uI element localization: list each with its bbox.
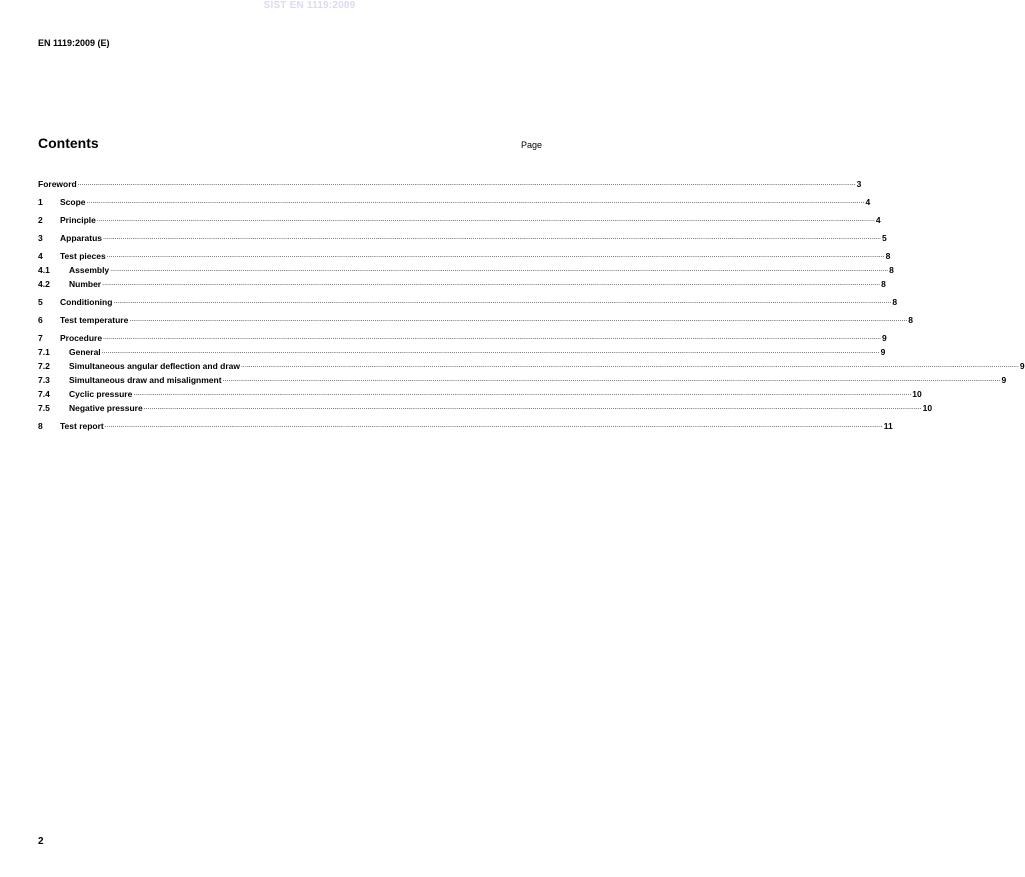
toc-entry-page: 9 [880, 347, 886, 357]
toc-entry-title: Foreword [38, 179, 77, 189]
toc-entry-page: 8 [892, 297, 898, 307]
toc-entry[interactable] [38, 357, 1025, 371]
toc-entry-title: Apparatus [60, 233, 103, 243]
toc-entry-number: 7.2 [38, 361, 50, 371]
toc-entry-number: 7 [38, 333, 43, 343]
table-of-contents [38, 175, 1025, 431]
toc-entry-title: Simultaneous draw and misalignment [69, 375, 222, 385]
toc-entry[interactable] [38, 371, 1007, 385]
toc-leader-dots: ................................................................................................................................................................................................................................................................................................................................................................................................................ [104, 422, 883, 429]
toc-leader-dots: ................................................................................................................................................................................................................................................................................................................................................................................................................ [222, 376, 1001, 383]
toc-entry-number: 4 [38, 251, 43, 261]
toc-leader-dots: ................................................................................................................................................................................................................................................................................................................................................................................................................ [86, 198, 865, 205]
toc-leader-dots: ................................................................................................................................................................................................................................................................................................................................................................................................................ [103, 234, 881, 241]
toc-leader-dots: ................................................................................................................................................................................................................................................................................................................................................................................................................ [143, 404, 922, 411]
toc-entry-title: Test temperature [60, 315, 129, 325]
toc-entry-page: 10 [922, 403, 933, 413]
toc-entry-title: Procedure [60, 333, 103, 343]
toc-entry-title: Number [69, 279, 102, 289]
toc-entry-page: 8 [908, 315, 914, 325]
toc-leader-dots: ................................................................................................................................................................................................................................................................................................................................................................................................................ [101, 348, 880, 355]
toc-entry-page: 4 [865, 197, 871, 207]
toc-entry[interactable] [38, 229, 887, 243]
toc-entry-number: 3 [38, 233, 43, 243]
toc-entry-number: 6 [38, 315, 43, 325]
toc-entry-title: Cyclic pressure [69, 389, 133, 399]
toc-entry[interactable] [38, 261, 894, 275]
toc-entry[interactable] [38, 343, 886, 357]
toc-leader-dots: ................................................................................................................................................................................................................................................................................................................................................................................................................ [103, 334, 881, 341]
toc-entry-number: 7.5 [38, 403, 50, 413]
toc-leader-dots: ................................................................................................................................................................................................................................................................................................................................................................................................................ [102, 280, 881, 287]
page-column-label: Page [521, 140, 543, 150]
toc-entry-number: 2 [38, 215, 43, 225]
toc-entry-number: 4.2 [38, 279, 50, 289]
toc-entry[interactable] [38, 399, 933, 413]
toc-entry-title: Conditioning [60, 297, 113, 307]
toc-entry-title: Negative pressure [69, 403, 143, 413]
toc-entry-title: Scope [60, 197, 86, 207]
toc-entry-page: 3 [856, 179, 862, 189]
toc-entry[interactable] [38, 211, 881, 225]
toc-entry[interactable] [38, 275, 886, 289]
toc-entry[interactable] [38, 247, 891, 261]
toc-entry-title: Assembly [69, 265, 110, 275]
toc-entry-page: 8 [885, 251, 891, 261]
toc-entry[interactable] [38, 385, 922, 399]
toc-entry[interactable] [38, 417, 893, 431]
toc-entry-title: General [69, 347, 101, 357]
toc-entry-title: Test report [60, 421, 104, 431]
toc-entry-page: 9 [881, 333, 887, 343]
toc-leader-dots: ................................................................................................................................................................................................................................................................................................................................................................................................................ [240, 362, 1019, 369]
toc-entry-title: Simultaneous angular deflection and draw [69, 361, 240, 371]
toc-entry-number: 7.1 [38, 347, 50, 357]
toc-leader-dots: ................................................................................................................................................................................................................................................................................................................................................................................................................ [110, 266, 889, 273]
toc-entry-page: 10 [912, 389, 922, 399]
toc-entry-number: 5 [38, 297, 43, 307]
document-id: EN 1119:2009 (E) [38, 38, 110, 48]
toc-entry-page: 4 [875, 215, 881, 225]
toc-entry-page: 9 [1019, 361, 1025, 371]
toc-entry[interactable] [38, 311, 914, 325]
toc-entry-title: Principle [60, 215, 96, 225]
page-number: 2 [38, 836, 44, 847]
toc-entry-number: 1 [38, 197, 43, 207]
toc-entry-number: 8 [38, 421, 43, 431]
toc-entry-page: 8 [889, 265, 894, 275]
toc-entry-page: 11 [883, 421, 893, 431]
toc-entry-number: 7.3 [38, 375, 50, 385]
toc-entry-number: 7.4 [38, 389, 50, 399]
toc-leader-dots: ................................................................................................................................................................................................................................................................................................................................................................................................................ [96, 216, 875, 223]
watermark-text: SIST EN 1119:2009 [263, 0, 356, 11]
toc-entry-number: 4.1 [38, 265, 50, 275]
toc-entry[interactable] [38, 193, 871, 207]
toc-leader-dots: ................................................................................................................................................................................................................................................................................................................................................................................................................ [129, 316, 908, 323]
toc-entry[interactable] [38, 175, 862, 189]
toc-leader-dots: ................................................................................................................................................................................................................................................................................................................................................................................................................ [133, 390, 912, 397]
toc-entry-page: 5 [881, 233, 887, 243]
toc-leader-dots: ................................................................................................................................................................................................................................................................................................................................................................................................................ [106, 252, 885, 259]
toc-leader-dots: ................................................................................................................................................................................................................................................................................................................................................................................................................ [113, 298, 892, 305]
toc-entry[interactable] [38, 329, 887, 343]
contents-title: Contents [38, 135, 99, 151]
toc-entry-title: Test pieces [60, 251, 106, 261]
toc-entry[interactable] [38, 293, 898, 307]
toc-leader-dots: ................................................................................................................................................................................................................................................................................................................................................................................................................ [77, 180, 856, 187]
toc-entry-page: 8 [881, 279, 886, 289]
toc-entry-page: 9 [1001, 375, 1007, 385]
